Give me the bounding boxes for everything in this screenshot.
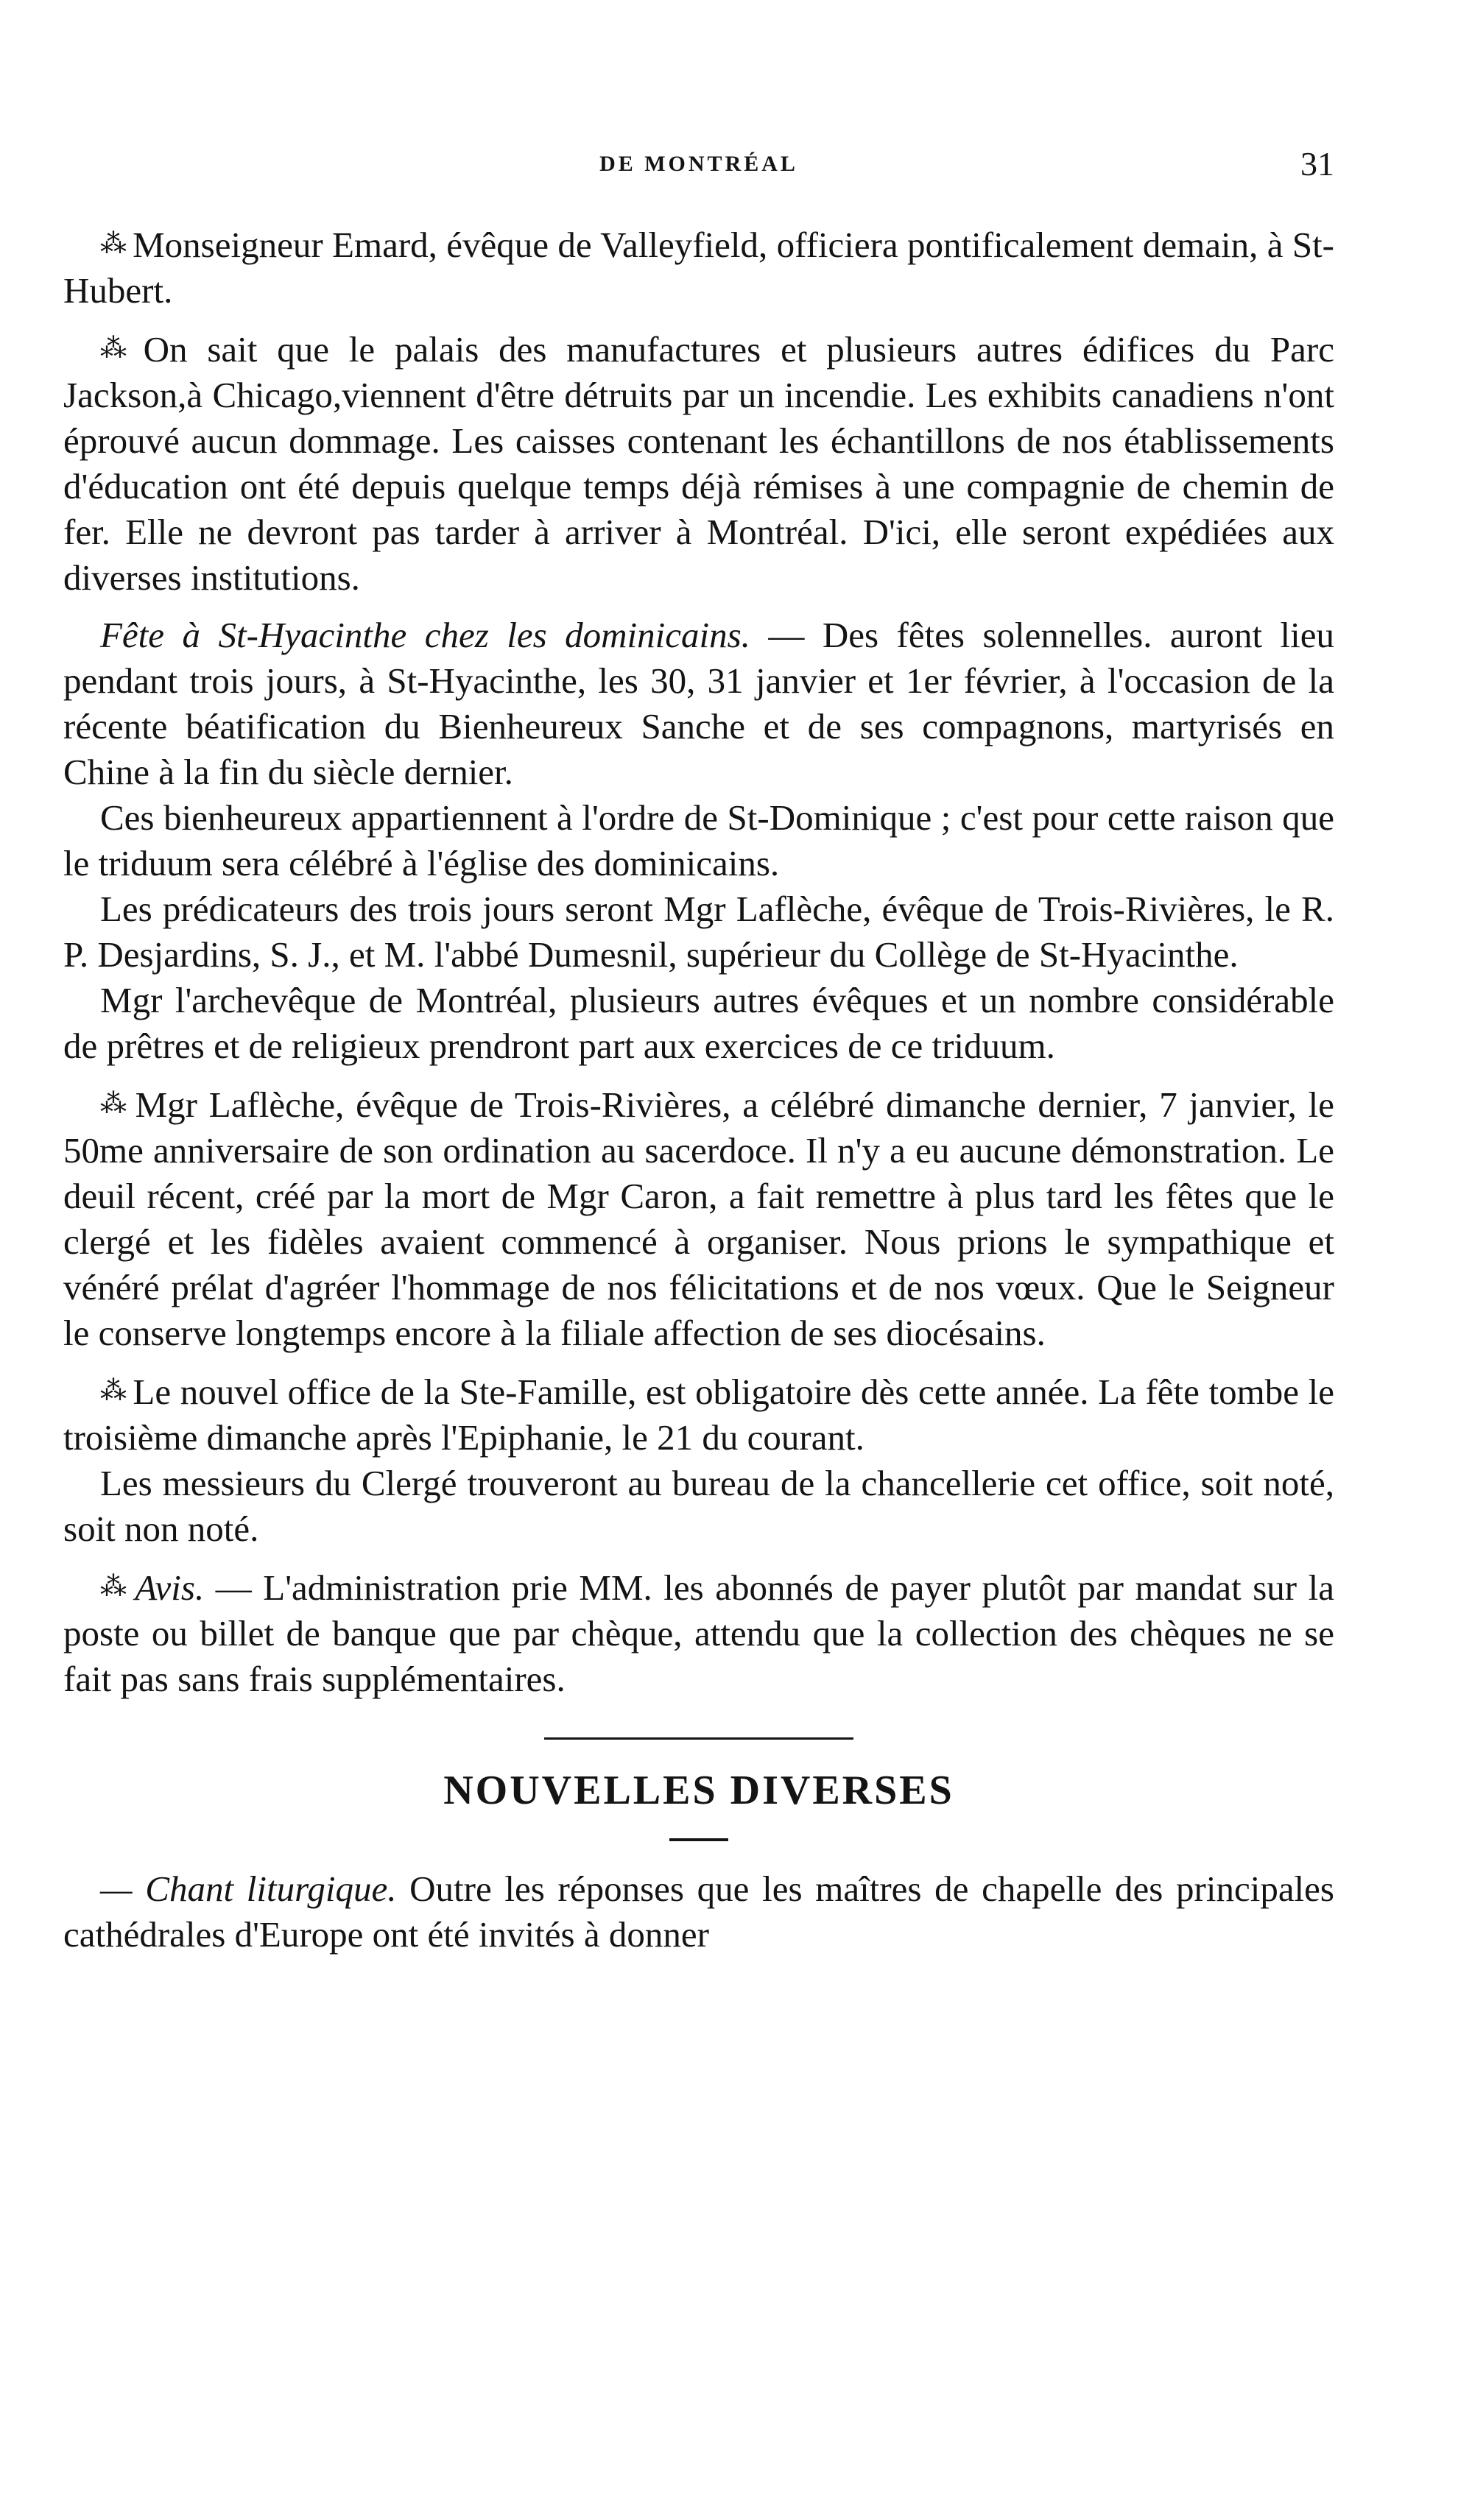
- paragraph-text: On sait que le palais des manufactures et plusieurs autres édifices du Parc Jackson,à Chicago,viennent d'être détruits par un incendie. Les exhibits canadiens n'ont éprouvé aucun dommage. Les caisses contenant les échantillons de nos établissements d'éducation ont été depuis quelque temps déjà rémises à une compagnie de chemin de fer. Elle ne devront pas tarder à arriver à Montréal. D'ici, elle seront expédiées aux diverses institutions.: [63, 329, 1334, 598]
- paragraph-text: Monseigneur Emard, évêque de Valleyfield, officiera pontificalement demain, à St-Hubert.: [63, 225, 1335, 311]
- paragraph-text: Outre les réponses que les maîtres de chapelle des principales cathédrales d'Europe ont été invités à donner: [63, 1868, 1334, 1955]
- section-divider: [544, 1737, 853, 1740]
- paragraph-text: Mgr l'archevêque de Montréal, plusieurs autres évêques et un nombre considérable de prêtres et de religieux prendront part aux exercices de ce triduum.: [63, 980, 1334, 1066]
- paragraph-text: Les prédicateurs des trois jours seront Mgr Laflèche, évêque de Trois-Rivières, le R. P. Desjardins, S. J., et M. l'abbé Dumesnil, supérieur du Collège de St-Hyacinthe.: [63, 889, 1334, 975]
- page-header: [63, 144, 1334, 188]
- paragraph-text: Ces bienheureux appartiennent à l'ordre de St-Dominique ; c'est pour cette raison que le triduum sera célébré à l'église des dominicains.: [63, 797, 1334, 883]
- paragraph-text: — L'administration prie MM. les abonnés de payer plutôt par mandat sur la poste ou billet de banque que par chèque, attendu que la collection des chèques ne se fait pas sans frais supplémentaires.: [63, 1567, 1335, 1699]
- paragraph-archeveque: [63, 978, 1334, 1069]
- section-title: NOUVELLES DIVERSES: [443, 1768, 954, 1813]
- asterism-icon: ⁂: [100, 333, 136, 363]
- paragraph-predicateurs: [63, 886, 1334, 978]
- paragraph-emard: [63, 221, 1334, 314]
- asterism-icon: ⁂: [100, 1089, 128, 1118]
- paragraph-chancellerie: [63, 1461, 1334, 1552]
- paragraph-text: Le nouvel office de la Ste-Famille, est obligatoire dès cette année. La fête tombe le troisième dimanche après l'Epiphanie, le 21 du courant.: [63, 1372, 1335, 1458]
- asterism-icon: ⁂: [100, 1376, 126, 1405]
- page-body: [63, 221, 1334, 1958]
- paragraph-ste-famille: [63, 1368, 1334, 1461]
- paragraph-italic-lead: Avis.: [135, 1567, 205, 1608]
- paragraph-bienheureux: [63, 795, 1334, 886]
- paragraph-text: Les messieurs du Clergé trouveront au bureau de la chancellerie cet office, soit noté, soit non noté.: [63, 1463, 1334, 1549]
- paragraph-text: Mgr Laflèche, évêque de Trois-Rivières, a célébré dimanche dernier, 7 janvier, le 50me anniversaire de son ordination au sacerdoce. Il n'y a eu aucune démonstration. Le deuil récent, créé par la mort de Mgr Caron, a fait remettre à plus tard les fêtes que le clergé et les fidèles avaient commencé à organiser. Nous prions le sympathique et vénéré prélat d'agréer l'hommage de nos félicitations et de nos vœux. Que le Seigneur le conserve longtemps encore à la filiale affection de ses diocésains.: [63, 1084, 1335, 1353]
- paragraph-italic-lead: Fête à St-Hyacinthe chez les dominicains.: [100, 615, 750, 655]
- asterism-icon: ⁂: [100, 229, 126, 258]
- title-ornament-rule: [669, 1838, 728, 1841]
- paragraph-text: — Des fêtes solennelles. auront lieu pendant trois jours, à St-Hyacinthe, les 30, 31 janvier et 1er février, à l'occasion de la récente béatification du Bienheureux Sanche et de ses compagnons, martyrisés en Chine à la fin du siècle dernier.: [63, 615, 1335, 792]
- asterism-icon: ⁂: [100, 1572, 128, 1601]
- paragraph-italic-lead: — Chant liturgique.: [100, 1868, 397, 1909]
- page-number: 31: [1300, 145, 1334, 183]
- paragraph-chant-liturgique: [63, 1866, 1334, 1958]
- running-head: DE MONTRÉAL: [599, 152, 798, 176]
- paragraph-st-hyacinthe: [63, 613, 1334, 795]
- paragraph-avis: [63, 1564, 1334, 1702]
- paragraph-lafleche: [63, 1081, 1334, 1356]
- paragraph-chicago-fire: [63, 325, 1334, 601]
